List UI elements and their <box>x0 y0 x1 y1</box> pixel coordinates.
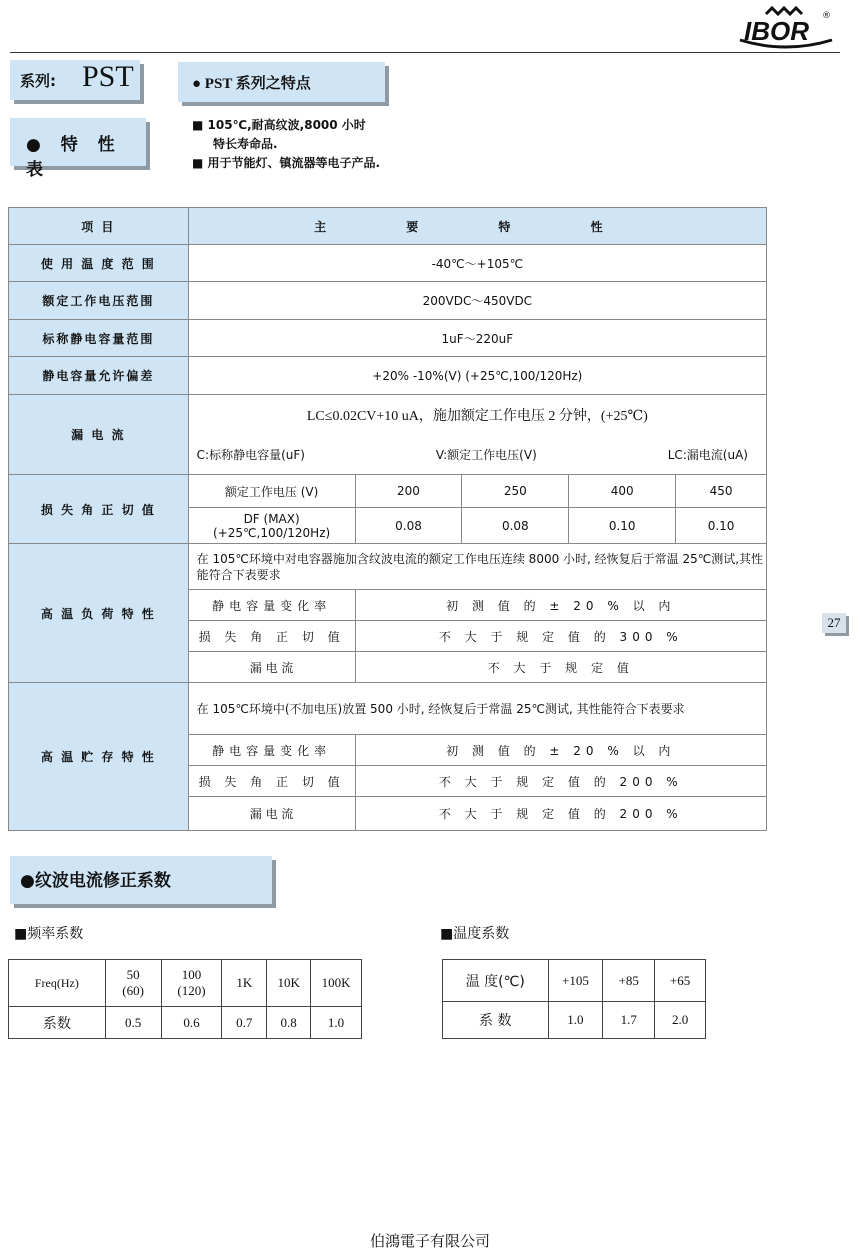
cap-tolerance-value: +20% -10%(V) (+25℃,100/120Hz) <box>188 357 766 395</box>
page-number: 27 <box>822 613 846 633</box>
voltage-range-value: 200VDC～450VDC <box>188 282 766 320</box>
freq-header: 1K <box>222 960 267 1007</box>
ripple-title: ●纹波电流修正系数 <box>20 871 171 891</box>
tan-delta-label: 损 失 角 正 切 值 <box>9 475 189 544</box>
v-definition: V:额定工作电压(V) <box>435 447 537 462</box>
df-value: 0.10 <box>569 508 676 544</box>
shelf-life-desc: 在 105℃环境中(不加电压)放置 500 小时, 经恢复后于常温 25℃测试, 其性能符合下表要求 <box>188 683 766 735</box>
registered-mark: ® <box>822 11 831 21</box>
load-life-item: 漏 电 流 <box>188 652 355 683</box>
shelf-life-value: 不 大 于 规 定 值 的 200 % <box>355 766 766 797</box>
load-life-value: 不 大 于 规 定 值 的 300 % <box>355 621 766 652</box>
temp-header: +65 <box>655 960 706 1002</box>
characteristics-title: ● 特 性 表 <box>26 135 122 180</box>
freq-header: 100K <box>311 960 362 1007</box>
shelf-life-item: 静电容量变化率 <box>188 735 355 766</box>
temp-range-value: -40℃～+105℃ <box>188 245 766 282</box>
series-name: PST <box>82 60 134 93</box>
df-label <box>188 508 355 544</box>
tan-voltage-label: 额定工作电压 (V) <box>188 475 355 508</box>
c-definition: C:标称静电容量(uF) <box>196 447 305 462</box>
freq-header-line: (120) <box>177 983 206 998</box>
freq-value: 0.7 <box>222 1007 267 1039</box>
features-heading <box>178 62 385 102</box>
freq-header: 10K <box>267 960 311 1007</box>
shelf-life-item: 漏 电 流 <box>188 797 355 831</box>
lc-definition: LC:漏电流(uA) <box>667 447 748 462</box>
df-label-1: DF (MAX) <box>243 511 300 526</box>
logo-text: IBOR <box>744 16 809 46</box>
tan-voltage-200: 200 <box>355 475 462 508</box>
shelf-life-label: 高 温 贮 存 特 性 <box>9 683 189 831</box>
series-box <box>10 60 140 100</box>
load-life-value: 不 大 于 规 定 值 <box>355 652 766 683</box>
freq-header-line: 50 <box>126 967 140 982</box>
temp-value: 2.0 <box>655 1002 706 1039</box>
header-rule <box>10 52 840 53</box>
leakage-label: 漏 电 流 <box>9 395 189 475</box>
load-life-value: 初 测 值 的 ± 20 % 以 内 <box>355 590 766 621</box>
freq-header-line: (60) <box>122 983 144 998</box>
cap-tolerance-label: 静电容量允许偏差 <box>9 357 189 395</box>
df-value: 0.08 <box>462 508 569 544</box>
shelf-life-item: 损 失 角 正 切 值 <box>188 766 355 797</box>
tan-voltage-450: 450 <box>676 475 767 508</box>
cap-range-label: 标称静电容量范围 <box>9 320 189 357</box>
freq-header-line: 100 <box>181 967 202 982</box>
cap-range-value: 1uF～220uF <box>188 320 766 357</box>
leakage-formula: LC≤0.02CV+10 uA，施加额定工作电压 2 分钟，(+25℃) <box>188 395 766 435</box>
freq-value: 0.6 <box>161 1007 222 1039</box>
load-life-item: 损 失 角 正 切 值 <box>188 621 355 652</box>
tan-voltage-400: 400 <box>569 475 676 508</box>
load-life-item: 静电容量变化率 <box>188 590 355 621</box>
series-label: 系列: <box>20 72 56 90</box>
characteristics-heading <box>10 118 146 180</box>
freq-value: 0.5 <box>105 1007 161 1039</box>
feature-note: ■ 105℃,耐高纹波,8000 小时 <box>192 118 366 132</box>
freq-header-label: Freq(Hz) <box>9 960 106 1007</box>
feature-note-cont: 特长寿命品. <box>213 137 278 151</box>
voltage-range-label: 额定工作电压范围 <box>9 282 189 320</box>
temp-header: +105 <box>548 960 603 1002</box>
temp-row-label: 系 数 <box>443 1002 549 1039</box>
feature-notes <box>192 116 380 173</box>
frequency-coefficient-table <box>8 959 362 1039</box>
col-item-header: 项 目 <box>9 208 189 245</box>
temp-header: +85 <box>603 960 655 1002</box>
leakage-definitions <box>188 435 766 475</box>
col-main-text: 主 要 特 性 <box>314 219 641 234</box>
col-main-header <box>188 208 766 245</box>
load-life-label: 高 温 负 荷 特 性 <box>9 544 189 683</box>
temp-title: ■温度系数 <box>440 926 510 942</box>
load-life-desc: 在 105℃环境中对电容器施加含纹波电流的额定工作电压连续 8000 小时, 经恢复后于常温 25℃测试,其性能符合下表要求 <box>188 544 766 590</box>
df-value: 0.08 <box>355 508 462 544</box>
df-value: 0.10 <box>676 508 767 544</box>
footer-company: 伯鴻電子有限公司 <box>369 1232 490 1250</box>
tan-voltage-250: 250 <box>462 475 569 508</box>
shelf-life-value: 不 大 于 规 定 值 的 200 % <box>355 797 766 831</box>
feature-note: ■ 用于节能灯、镇流器等电子产品. <box>192 156 381 170</box>
freq-title: ■频率系数 <box>14 926 84 942</box>
ibor-logo <box>736 4 836 50</box>
freq-header <box>161 960 222 1007</box>
temp-header-label: 温 度(℃) <box>443 960 549 1002</box>
temp-value: 1.7 <box>603 1002 655 1039</box>
shelf-life-value: 初 测 值 的 ± 20 % 以 内 <box>355 735 766 766</box>
characteristics-table <box>8 207 767 831</box>
freq-value: 0.8 <box>267 1007 311 1039</box>
temperature-coefficient-table <box>442 959 706 1039</box>
freq-header <box>105 960 161 1007</box>
temp-range-label: 使 用 温 度 范 围 <box>9 245 189 282</box>
freq-row-label: 系数 <box>9 1007 106 1039</box>
df-label-2: (+25℃,100/120Hz) <box>213 525 331 540</box>
temp-value: 1.0 <box>548 1002 603 1039</box>
ripple-heading <box>10 856 272 904</box>
freq-value: 1.0 <box>311 1007 362 1039</box>
features-title: ● PST 系列之特点 <box>192 76 311 92</box>
